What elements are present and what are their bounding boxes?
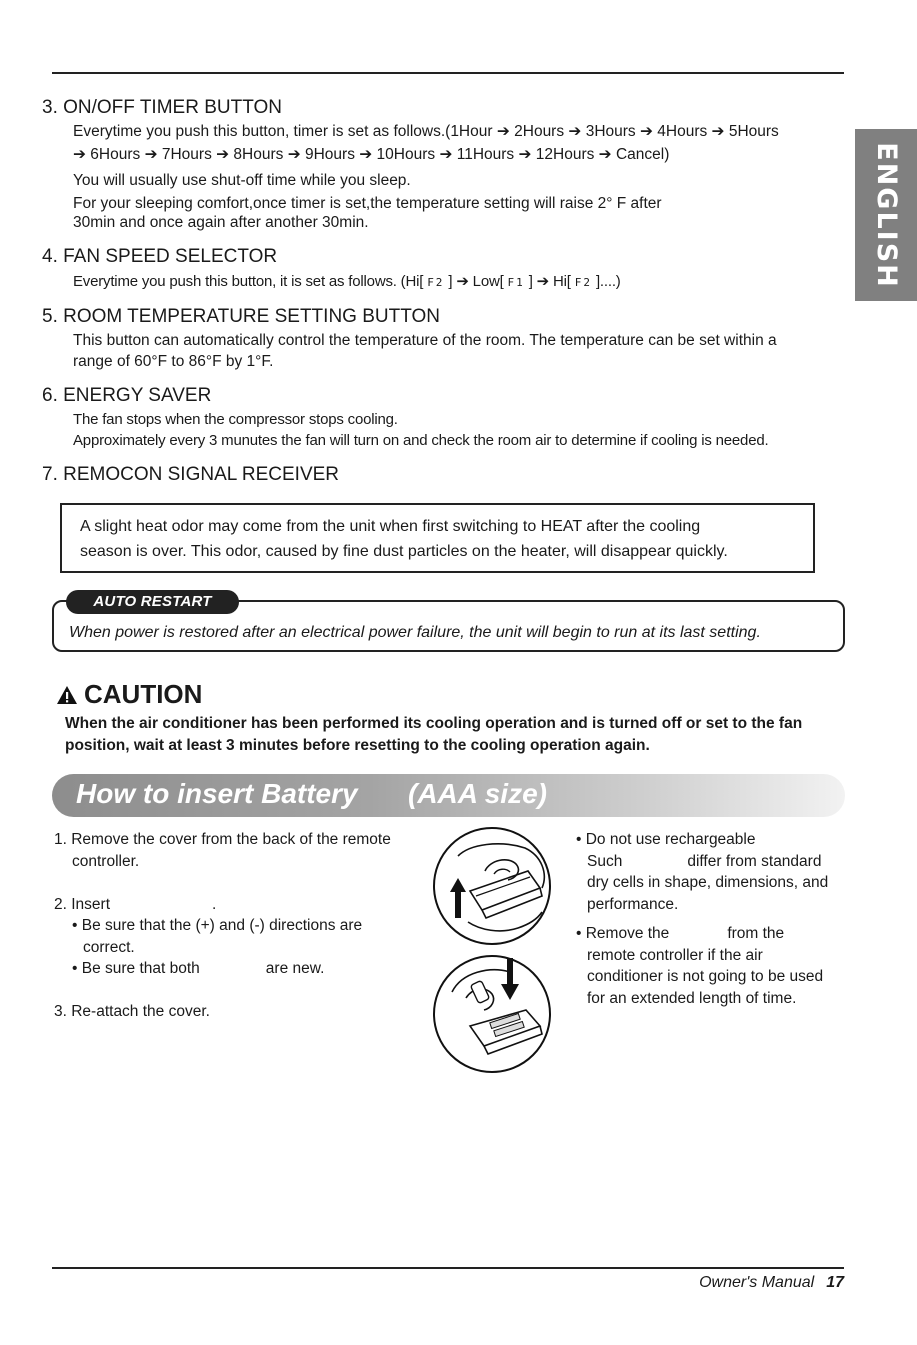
note-rechargeable-such: Such	[587, 853, 623, 870]
bottom-rule	[52, 1267, 844, 1269]
section-3-line-2: ➔ 6Hours ➔ 7Hours ➔ 8Hours ➔ 9Hours ➔ 10Hours ➔ 11Hours ➔ 12Hours ➔ Cancel)	[73, 146, 670, 163]
section-6-line-2: Approximately every 3 munutes the fan will turn on and check the room air to determine if cooling is needed.	[73, 432, 769, 449]
battery-illustration	[430, 826, 555, 1078]
heat-odor-note	[60, 503, 815, 573]
note-rechargeable-line-3: dry cells in shape, dimensions, and	[587, 874, 829, 891]
step-2-line	[54, 894, 216, 916]
section-5-line-2: range of 60°F to 86°F by 1°F.	[73, 353, 274, 370]
fan-speed-text-a: Everytime you push this button, it is set as follows. (Hi[	[73, 273, 424, 290]
auto-restart-text: When power is restored after an electrical power failure, the unit will begin to run at its last setting.	[69, 624, 761, 641]
section-6-heading: 6. ENERGY SAVER	[42, 385, 212, 406]
note-remove-line-2: remote controller if the air	[587, 947, 763, 964]
warning-icon	[56, 685, 78, 705]
fan-code-f2-repeat: F2	[574, 276, 592, 289]
fan-speed-text-d: ]....)	[595, 273, 621, 290]
caution-line-2: position, wait at least 3 minutes before resetting to the cooling operation again.	[65, 737, 650, 754]
section-3-heading: 3. ON/OFF TIMER BUTTON	[42, 97, 282, 118]
section-3-line-1: Everytime you push this button, timer is set as follows.(1Hour ➔ 2Hours ➔ 3Hours ➔ 4Hours ➔ 5Hours	[73, 123, 779, 140]
step-1-line-2: controller.	[72, 853, 140, 870]
section-6-line-1: The fan stops when the compressor stops cooling.	[73, 411, 398, 428]
page-footer	[699, 1274, 844, 1292]
caution-heading	[56, 679, 202, 710]
fan-code-f1: F1	[507, 276, 525, 289]
fan-code-f2: F2	[427, 276, 445, 289]
fan-speed-text-b: ] ➔ Low[	[448, 273, 504, 290]
caution-line-1: When the air conditioner has been performed its cooling operation and is turned off or set to the fan	[65, 715, 803, 732]
step-3-line: 3. Re-attach the cover.	[54, 1003, 210, 1020]
section-4-heading: 4. FAN SPEED SELECTOR	[42, 246, 278, 267]
remove-cover-illustration	[434, 828, 550, 944]
caution-title: CAUTION	[84, 679, 203, 709]
language-tab-label: ENGLISH	[870, 141, 902, 289]
note-remove-line-4: for an extended length of time.	[587, 990, 797, 1007]
note-rechargeable-line-2	[587, 851, 821, 873]
section-7-heading: 7. REMOCON SIGNAL RECEIVER	[42, 464, 340, 485]
note-remove-text-b: from the	[727, 925, 785, 942]
step-2-text: 2. Insert	[54, 896, 110, 913]
note-remove-line-1	[576, 923, 784, 945]
battery-banner-title: How to insert Battery	[76, 778, 358, 809]
bullet-direction-line-1: • Be sure that the (+) and (-) directions are	[72, 917, 363, 934]
note-remove-line-3: conditioner is not going to be used	[587, 968, 824, 985]
bullet-new-text-a: • Be sure that both	[72, 960, 200, 977]
note-remove-text-a: • Remove the	[576, 925, 670, 942]
page-number: 17	[826, 1274, 844, 1291]
note-line-1: A slight heat odor may come from the unit when first switching to HEAT after the cooling	[80, 518, 701, 535]
section-3-line-4: For your sleeping comfort,once timer is set,the temperature setting will raise 2° F after	[73, 195, 662, 212]
footer-label: Owner's Manual	[699, 1274, 815, 1291]
fan-speed-text-c: ] ➔ Hi[	[528, 273, 571, 290]
note-rechargeable-line-1: • Do not use rechargeable	[576, 831, 756, 848]
auto-restart-label: AUTO RESTART	[66, 590, 239, 614]
bullet-direction-line-2: correct.	[83, 939, 135, 956]
top-rule	[52, 72, 844, 74]
note-rechargeable-differ: differ from standard	[687, 853, 822, 870]
section-3-line-3: You will usually use shut-off time while you sleep.	[73, 172, 411, 189]
insert-battery-illustration	[434, 956, 550, 1072]
caution-body	[65, 713, 802, 757]
section-5-heading: 5. ROOM TEMPERATURE SETTING BUTTON	[42, 306, 440, 327]
note-rechargeable-line-4: performance.	[587, 896, 679, 913]
step-2-period: .	[212, 896, 217, 913]
bullet-new-text-b: are new.	[265, 960, 325, 977]
section-4-line-1	[73, 271, 621, 294]
step-1-line-1: 1. Remove the cover from the back of the remote	[54, 831, 391, 848]
bullet-new-line	[72, 958, 324, 980]
battery-banner-subtitle: (AAA size)	[408, 778, 547, 809]
section-5-line-1: This button can automatically control the temperature of the room. The temperature can be set within a	[73, 332, 777, 349]
section-3-line-5: 30min and once again after another 30min.	[73, 214, 369, 231]
note-line-2: season is over. This odor, caused by fine dust particles on the heater, will disappear quickly.	[80, 543, 728, 560]
